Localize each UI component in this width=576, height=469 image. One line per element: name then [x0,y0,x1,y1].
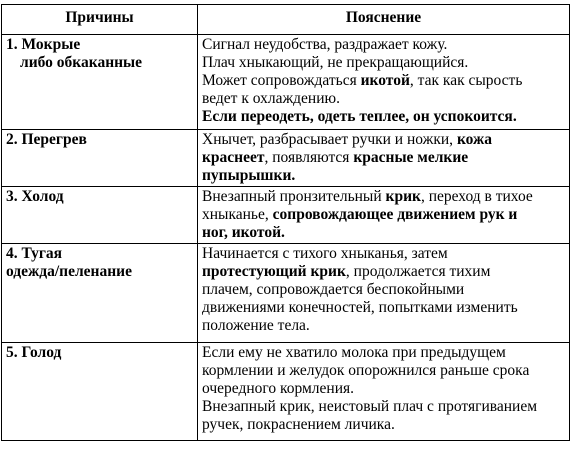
text-run: Начинается с тихого хныканья, затем [202,245,448,262]
explanation-line [202,72,566,90]
explanation-cell [198,35,570,130]
text-run: ведет к охлаждению. [202,90,340,107]
cause-line: 2. Перегрев [6,131,87,148]
explanation-cell [198,244,570,343]
explanation-line [202,245,566,263]
text-run: Если ему не хватило молока при предыдущем [202,344,506,361]
table-row [2,244,570,343]
text-run: Плач хныкающий, не прекращающийся. [202,54,469,71]
explanation-line [202,188,566,206]
bold-text: пупырышки. [202,167,296,184]
explanation-line [202,344,566,362]
explanation-cell [198,343,570,441]
cause-cell [2,130,198,187]
text-run: , продолжается тихим [345,263,491,280]
table-row [2,343,570,441]
text-run: положение тела. [202,317,310,334]
bold-text: сопровождающее движением рук и [272,206,518,223]
causes-table [1,4,570,441]
text-run: Внезапный крик, неистовый плач с протягиванием [202,398,538,415]
explanation-cell [198,187,570,244]
cause-line: 4. Тугая [6,245,62,262]
cause-line: 3. Холод [6,188,64,205]
text-run: , появляются [264,149,354,166]
cause-line: 5. Голод [6,344,62,361]
text-run: плачем, сопровождается беспокойными [202,281,465,298]
explanation-line [202,108,566,126]
explanation-line [202,90,566,108]
header-causes: Причины [2,5,198,35]
cause-line: либо обкаканные [20,54,143,71]
explanation-line [202,149,566,167]
bold-text: протестующий крик [202,263,346,280]
explanation-line [202,224,566,242]
explanation-line [202,263,566,281]
table-row [2,130,570,187]
bold-text: красные мелкие [353,149,469,166]
bold-text: икотой [360,72,410,89]
explanation-line [202,167,566,185]
explanation-line [202,317,566,335]
bold-text: кожа [456,131,493,148]
explanation-line [202,131,566,149]
text-run: ручек, покраснением личика. [202,416,395,433]
text-run: , так как сырость [409,72,523,89]
explanation-line [202,206,566,224]
table-row [2,187,570,244]
explanation-line [202,54,566,72]
explanation-line [202,380,566,398]
cause-line: 1. Мокрые [6,36,81,53]
header-row [2,5,570,35]
bold-text: краснеет [202,149,265,166]
text-run: кормлении и желудок опорожнился раньше срока [202,362,530,379]
text-run: очередного кормления. [202,380,355,397]
cause-cell [2,187,198,244]
text-run: , переход в тихое [420,188,533,205]
explanation-line [202,362,566,380]
cause-line: одежда/пеленание [6,263,132,280]
explanation-line [202,416,566,434]
bold-text: ног, икотой. [202,224,285,241]
text-run: Сигнал неудобства, раздражает кожу. [202,36,448,53]
text-run: движениями конечностей, попытками изменить [202,299,518,316]
cause-cell [2,35,198,130]
explanation-line [202,281,566,299]
text-run: Хнычет, разбрасывает ручки и ножки, [202,131,457,148]
table-row [2,35,570,130]
bold-text: Если переодеть, одеть теплее, он успокоится. [202,108,517,125]
text-run: Может сопровождаться [202,72,361,89]
text-run: хныканье, [202,206,273,223]
explanation-cell [198,130,570,187]
header-explanation: Пояснение [198,5,570,35]
cause-cell [2,343,198,441]
explanation-line [202,398,566,416]
bold-text: крик [385,188,421,205]
cause-cell [2,244,198,343]
text-run: Внезапный пронзительный [202,188,386,205]
explanation-line [202,36,566,54]
explanation-line [202,299,566,317]
